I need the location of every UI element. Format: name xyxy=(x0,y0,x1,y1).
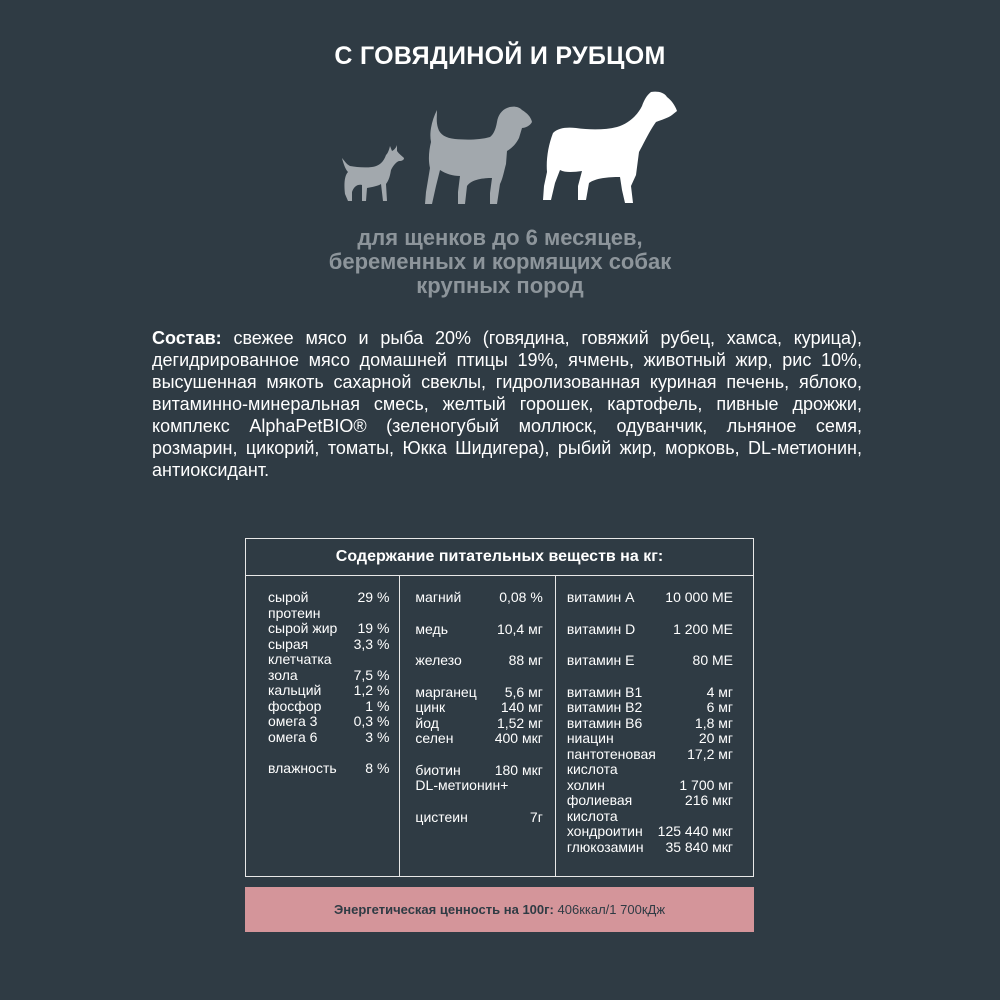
nutrients-table xyxy=(245,538,754,877)
target-audience xyxy=(0,226,1000,298)
nutrient-name: витамин В1 xyxy=(566,683,643,700)
nutrient-name: йод xyxy=(415,714,439,731)
nutrient-name: витамин D xyxy=(566,620,636,637)
nutrient-value: 29 % xyxy=(357,589,390,605)
nutrient-row xyxy=(415,700,542,716)
nutrient-row xyxy=(567,685,733,701)
nutrient-row xyxy=(415,653,542,669)
nutrient-name: цинк xyxy=(415,699,446,715)
target-line-1: для щенков до 6 месяцев, xyxy=(357,225,643,250)
nutrient-value: 17,2 мг xyxy=(687,745,734,762)
nutrient-name: пантотеновая кислота xyxy=(566,745,656,777)
nutrient-value: 7г xyxy=(529,808,543,825)
nutrient-value: 4 мг xyxy=(706,683,734,700)
nutrient-name: железо xyxy=(415,652,462,668)
nutrient-row xyxy=(415,778,542,794)
nutrient-value: 1 200 МЕ xyxy=(673,620,734,637)
nutrient-value: 80 МЕ xyxy=(692,652,734,668)
nutrient-row xyxy=(268,761,389,777)
target-line-3: крупных пород xyxy=(416,273,584,298)
nutrients-column-minerals xyxy=(400,576,555,877)
nutrient-name: сырой жир xyxy=(268,620,338,636)
large-dog-icon[interactable] xyxy=(543,92,677,203)
product-title: С ГОВЯДИНОЙ И РУБЦОМ xyxy=(334,42,666,70)
composition-body: свежее мясо и рыба 20% (говядина, говяжий рубец, хамса, курица), дегидрированное мясо домашней птицы 19%, ячмень, животный жир, рис 10%, высушенная мякоть сахарной свеклы, гидролизованная куриная печень, яблоко, витаминно-минеральная смесь, желтый горошек, картофель, пивные дрожжи, комплекс AlphaPetBIO® (зеленогубый моллюск, одуванчик, льняное семя, розмарин, цикорий, томаты, Юкка Шидигера), рыбий жир, морковь, DL-метионин, антиоксидант. xyxy=(152,328,862,480)
nutrient-value: 400 мкг xyxy=(494,730,543,746)
nutrient-row xyxy=(415,731,542,747)
nutrient-value: 6 мг xyxy=(706,699,734,715)
nutrient-value: 8 % xyxy=(365,760,390,776)
nutrient-name: хондроитин xyxy=(566,823,643,839)
nutrients-column-macro xyxy=(246,576,400,877)
nutrient-value: 3 % xyxy=(365,728,390,745)
medium-dog-icon xyxy=(425,107,532,204)
nutrient-row xyxy=(268,621,389,637)
nutrient-value: 88 мг xyxy=(508,652,543,668)
nutrient-row xyxy=(268,699,389,715)
nutrient-name: фосфор xyxy=(268,697,322,714)
energy-value: 406ккал/1 700кДж xyxy=(557,902,666,917)
nutrient-row xyxy=(415,685,542,701)
nutrient-row xyxy=(567,731,733,747)
nutrient-name: витамин А xyxy=(566,589,635,605)
nutrient-value: 180 мкг xyxy=(494,761,543,778)
nutrients-table-header: Содержание питательных веществ на кг: xyxy=(246,539,753,576)
energy-value-bar xyxy=(245,887,754,932)
nutrient-row xyxy=(567,716,733,732)
nutrient-row xyxy=(268,668,389,684)
nutrient-name: витамин Е xyxy=(566,652,635,668)
nutrient-name: магний xyxy=(415,589,462,605)
nutrient-row xyxy=(415,763,542,779)
energy-label: Энергетическая ценность на 100г: xyxy=(333,902,554,917)
nutrient-name: витамин В2 xyxy=(566,699,643,715)
nutrient-value: 140 мг xyxy=(500,699,543,715)
nutrient-row xyxy=(567,622,733,638)
nutrient-name: медь xyxy=(415,620,448,637)
nutrient-row xyxy=(415,810,542,826)
nutrient-value: 20 мг xyxy=(698,730,734,746)
nutrient-row xyxy=(415,716,542,732)
nutrient-name: фолиевая кислота xyxy=(566,792,633,824)
nutrient-value: 19 % xyxy=(357,620,390,636)
nutrient-name: влажность xyxy=(268,760,337,776)
nutrient-row xyxy=(567,793,733,824)
composition-label: Состав: xyxy=(152,328,222,348)
nutrient-name: сырой протеин xyxy=(268,589,321,621)
nutrient-row xyxy=(415,590,542,606)
nutrient-name: марганец xyxy=(415,683,477,700)
nutrient-row xyxy=(567,824,733,840)
nutrient-row xyxy=(567,778,733,794)
nutrients-column-vitamins xyxy=(556,576,753,877)
target-line-2: беременных и кормящих собак xyxy=(328,249,672,274)
nutrient-value: 0,3 % xyxy=(353,713,390,729)
dog-size-icons xyxy=(0,80,1000,210)
nutrient-row xyxy=(567,840,733,856)
nutrient-row xyxy=(567,653,733,669)
nutrient-value: 1,8 мг xyxy=(694,714,734,731)
small-dog-icon xyxy=(342,145,404,201)
nutrient-value: 35 840 мкг xyxy=(665,838,734,855)
nutrient-row xyxy=(268,590,389,621)
nutrient-row xyxy=(268,730,389,746)
nutrient-value: 1,52 мг xyxy=(496,714,543,731)
nutrient-name: цистеин xyxy=(415,808,468,825)
nutrient-name: глюкозамин xyxy=(566,838,644,855)
nutrient-name: биотин xyxy=(415,761,461,778)
nutrient-row xyxy=(567,590,733,606)
nutrient-name: холин xyxy=(566,776,605,793)
nutrient-name: DL-метионин+ xyxy=(415,777,509,793)
nutrient-value: 7,5 % xyxy=(353,666,390,683)
nutrient-value: 125 440 мкг xyxy=(657,823,734,839)
nutrient-value: 1,2 % xyxy=(353,682,390,698)
nutrient-row xyxy=(268,714,389,730)
nutrient-value: 10 000 МЕ xyxy=(665,589,734,605)
nutrient-row xyxy=(268,637,389,668)
nutrient-name: сырая клетчатка xyxy=(268,635,332,667)
nutrient-value: 5,6 мг xyxy=(504,683,543,700)
nutrient-row xyxy=(415,622,542,638)
nutrient-value: 3,3 % xyxy=(353,635,390,652)
nutrient-row xyxy=(268,683,389,699)
nutrient-name: омега 6 xyxy=(268,728,318,745)
nutrient-value: 0,08 % xyxy=(499,589,543,605)
nutrient-name: селен xyxy=(415,730,454,746)
composition-text xyxy=(152,327,862,481)
nutrient-value: 1 % xyxy=(365,697,390,714)
nutrient-value: 216 мкг xyxy=(684,792,734,808)
nutrient-name: омега 3 xyxy=(268,713,318,729)
nutrient-row xyxy=(567,700,733,716)
nutrient-name: витамин В6 xyxy=(566,714,643,731)
nutrient-row xyxy=(567,747,733,778)
nutrient-value: 10,4 мг xyxy=(496,620,543,637)
nutrient-name: кальций xyxy=(268,682,322,698)
nutrient-name: зола xyxy=(268,666,298,683)
nutrient-value: 1 700 мг xyxy=(679,776,734,793)
nutrient-name: ниацин xyxy=(566,730,614,746)
